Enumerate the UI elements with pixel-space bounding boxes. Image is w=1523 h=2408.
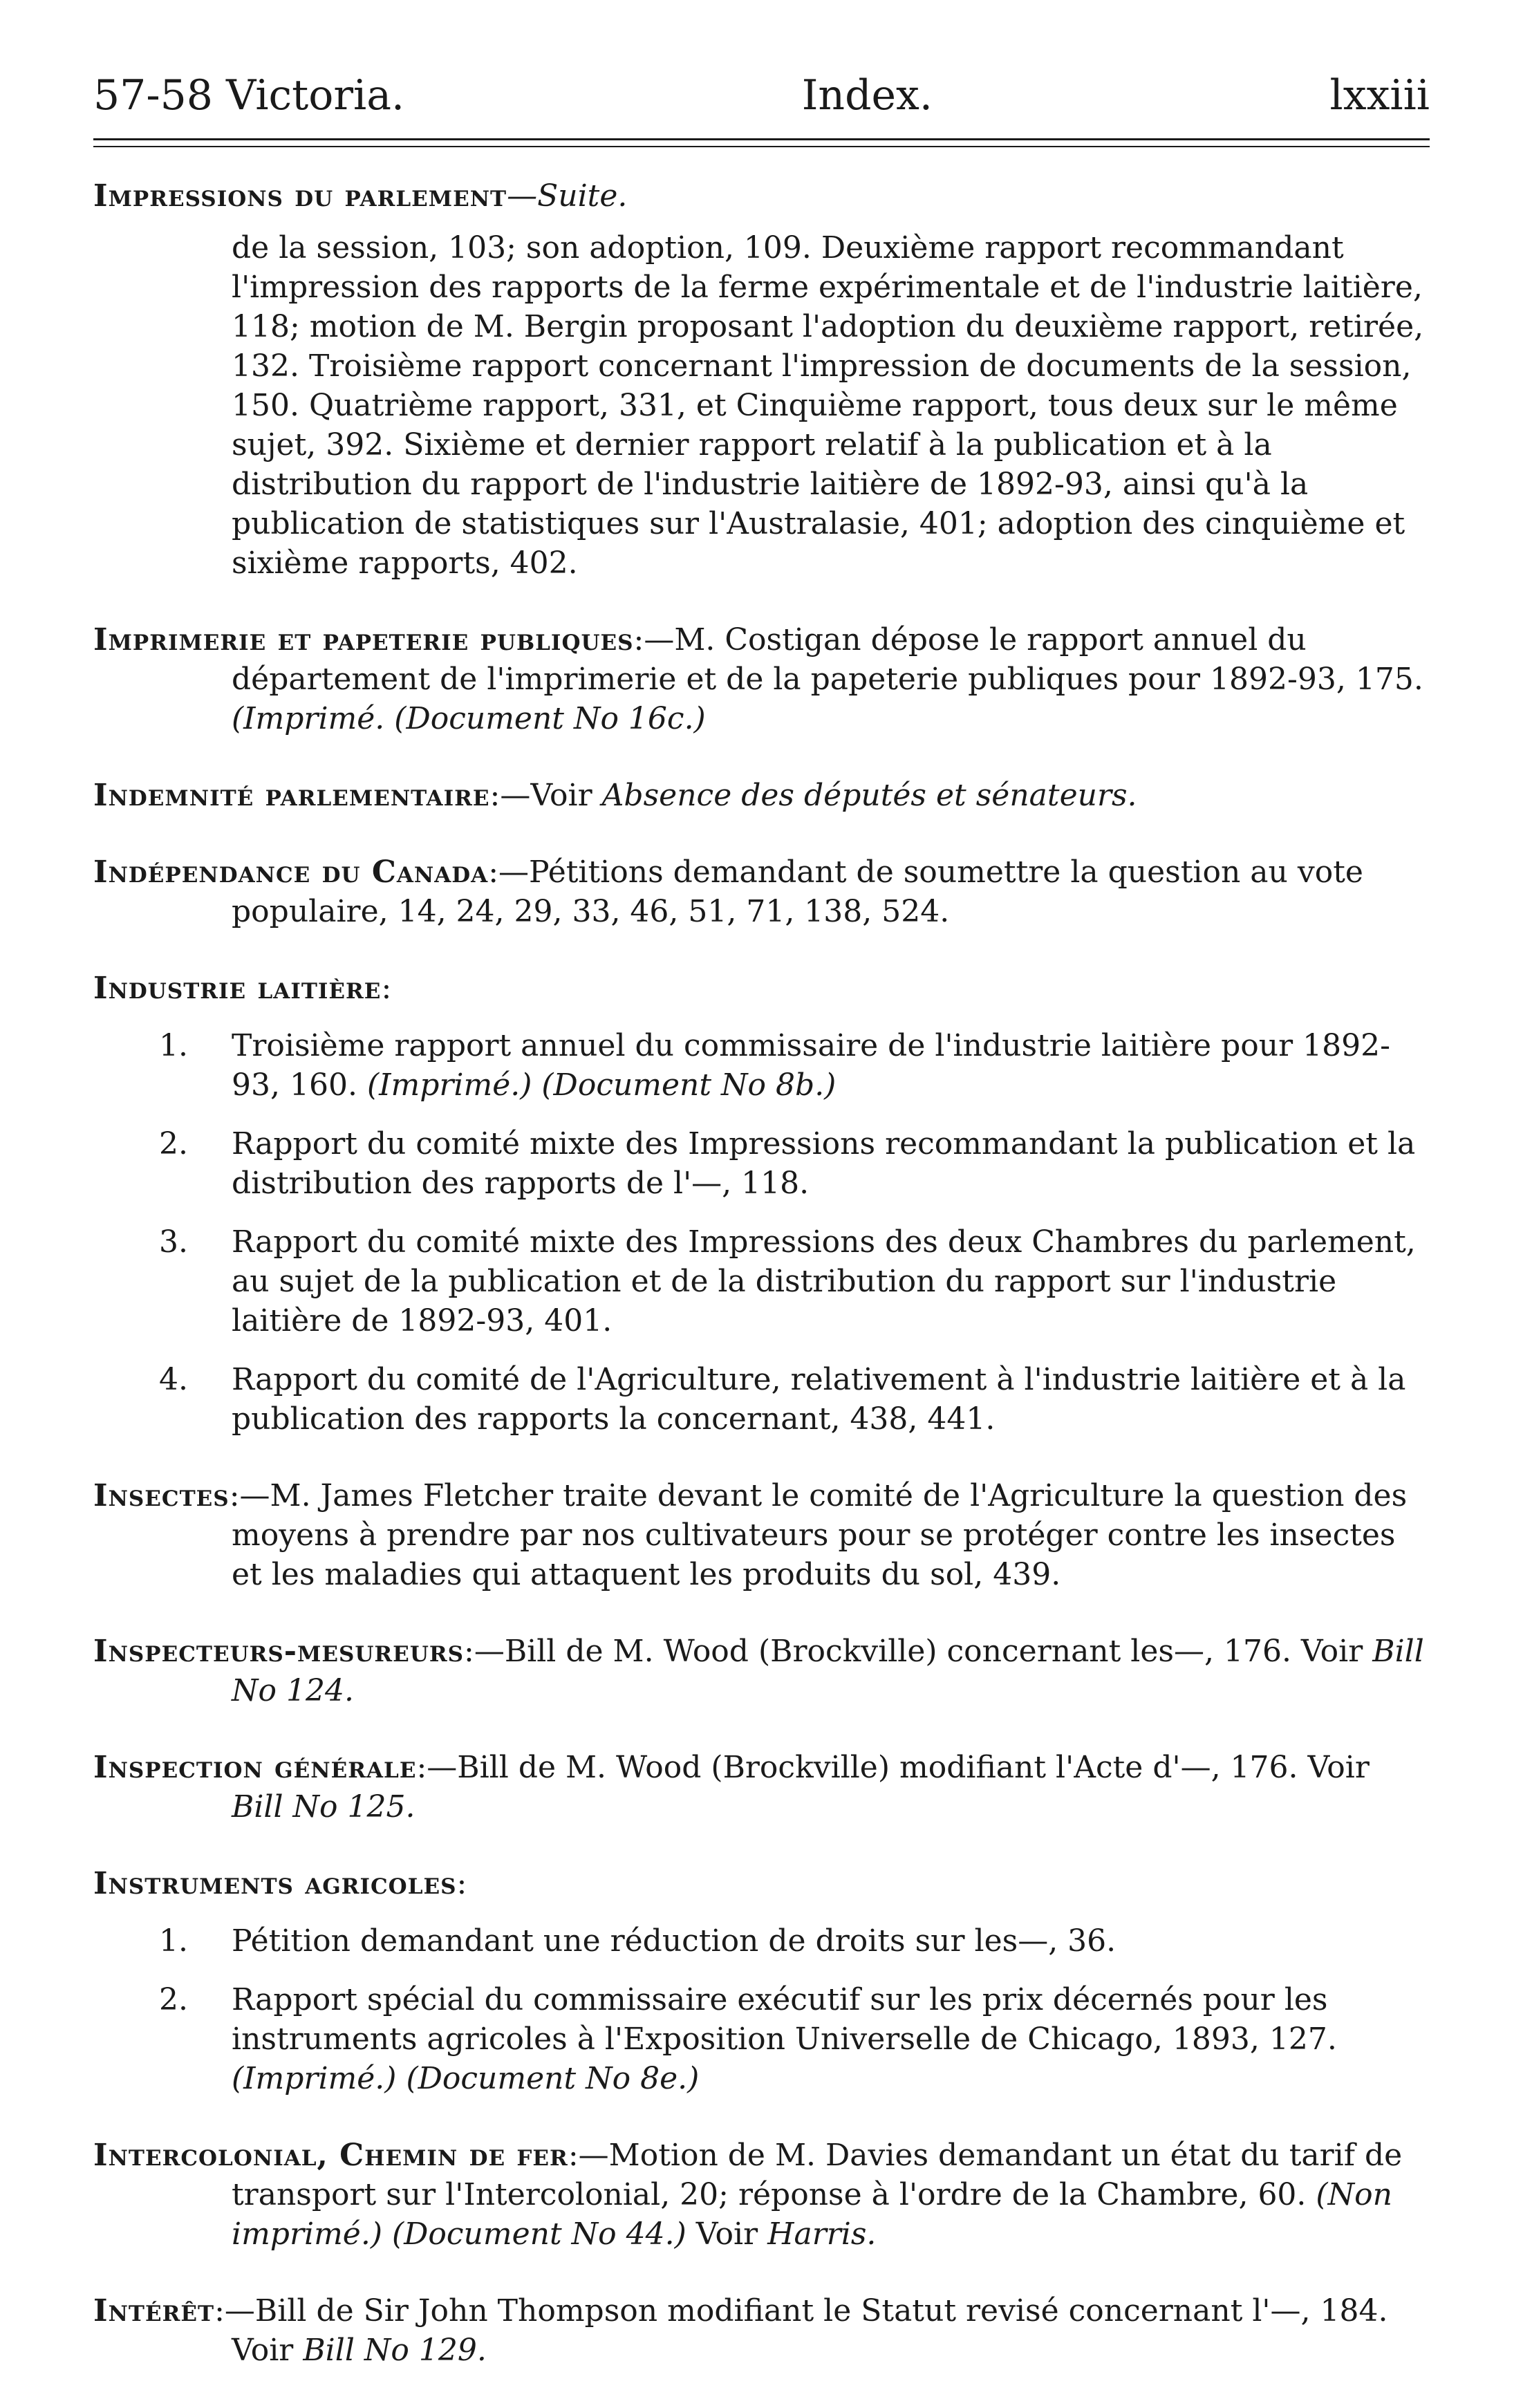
index-entry [93,2136,1430,2254]
header-rule [93,138,1430,140]
section-title: Index. [801,71,933,120]
header-rule-secondary [93,146,1430,147]
index-entry [93,852,1430,931]
list-item-reference: (Imprimé.) (Document No 8e.) [232,2061,700,2096]
running-header [93,69,1430,122]
entry-text: : [456,1866,467,1901]
entry-heading: Indépendance du Canada [93,855,489,890]
entry-heading: Impressions du parlement [93,178,507,214]
list-item [93,1124,1430,1203]
entry-see-also: Voir [695,2216,758,2252]
list-item-text: Rapport du comité de l'Agriculture, relativement à l'industrie laitière et à la publication des rapports la concernant, 438, 441. [232,1362,1406,1437]
list-item-text: Pétition demandant une réduction de droits sur les—, 36. [232,1923,1116,1959]
list-item [93,1921,1430,1961]
index-entry [93,776,1430,815]
list-item-text: Troisième rapport annuel du commissaire de l'industrie laitière pour 1892-93, 160. [232,1028,1390,1103]
entry-heading-line [93,1864,1430,1903]
entry-reference: Bill No 125. [232,1789,415,1824]
entry-continuation: —Suite. [507,178,628,214]
entry-reference: (Non imprimé.) (Document No 44.) [232,2177,1392,2252]
list-item-number: 4. [159,1362,188,1397]
list-item [93,1360,1430,1439]
entry-heading: Industrie laitière [93,971,382,1006]
entry-heading: Imprimerie et papeterie publiques [93,622,634,657]
entry-reference: Absence des députés et sénateurs. [601,778,1137,813]
list-item-text: Rapport du comité mixte des Impressions des deux Chambres du parlement, au sujet de la publication et de la distribution du rapport sur l'industrie laitière de 1892-93, 401. [232,1224,1416,1338]
index-entry [93,620,1430,738]
list-item-text: Rapport spécial du commissaire exécutif sur les prix décernés pour les instruments agricoles à l'Exposition Universelle de Chicago, 1893, 127. [232,1982,1337,2057]
index-entry [93,176,1430,583]
entry-text: :—Bill de Sir John Thompson modifiant le Statut revisé concernant l'—, 184. Voir [214,2293,1388,2368]
list-item [93,1026,1430,1105]
index-entry [93,1748,1430,1827]
index-body [93,176,1430,2370]
list-item-number: 1. [159,1923,188,1959]
list-item-number: 1. [159,1028,188,1063]
index-entry [93,969,1430,1439]
entry-reference: Bill No 129. [303,2333,487,2368]
entry-heading: Intercolonial, Chemin de fer [93,2138,568,2173]
volume-label: 57-58 Victoria. [93,71,405,120]
list-item-number: 2. [159,1982,188,2017]
list-item-number: 3. [159,1224,188,1260]
entry-heading: Insectes [93,1478,230,1513]
entry-text: :—M. Costigan dépose le rapport annuel du département de l'imprimerie et de la papeterie publiques pour 1892-93, 175. [232,622,1423,697]
entry-text: de la session, 103; son adoption, 109. Deuxième rapport recommandant l'impression des rapports de la ferme expérimentale et de l'industrie laitière, 118; motion de M. Bergin proposant l'adoption du deuxième rapport, retirée, 132. Troisième rapport concernant l'impression de documents de la session, 150. Quatrième rapport, 331, et Cinquième rapport, tous deux sur le même sujet, 392. Sixième et dernier rapport relatif à la publication et à la distribution du rapport de l'industrie laitière de 1892-93, ainsi qu'à la publication de statistiques sur l'Australasie, 401; adoption des cinquième et sixième rapports, 402. [232,230,1424,581]
entry-text: :—Bill de M. Wood (Brockville) modifiant l'Acte d'—, 176. Voir [416,1750,1370,1785]
entry-text: :—Voir [489,778,592,813]
entry-text: :—Bill de M. Wood (Brockville) concernant les—, 176. Voir [464,1634,1363,1669]
entry-heading-line [93,969,1430,1008]
entry-text: :—Pétitions demandant de soumettre la question au vote populaire, 14, 24, 29, 33, 46, 51, 71, 138, 524. [232,855,1363,929]
list-item-text: Rapport du comité mixte des Impressions recommandant la publication et la distribution des rapports de l'—, 118. [232,1126,1416,1201]
entry-heading: Inspection générale [93,1750,417,1785]
entry-text: :—Motion de M. Davies demandant un état du tarif de transport sur l'Intercolonial, 20; réponse à l'ordre de la Chambre, 60. [232,2138,1403,2212]
entry-sublist [93,1026,1430,1439]
entry-sublist [93,1921,1430,2098]
index-entry [93,1476,1430,1594]
index-entry [93,1864,1430,2098]
entry-heading: Instruments agricoles [93,1866,457,1901]
entry-reference: (Imprimé. (Document No 16c.) [232,701,706,736]
entry-heading: Intérêt [93,2293,215,2328]
entry-heading: Indemnité parlementaire [93,778,490,813]
list-item-reference: (Imprimé.) (Document No 8b.) [366,1067,837,1103]
list-item-number: 2. [159,1126,188,1161]
index-entry [93,1632,1430,1710]
entry-cross-reference: Harris. [767,2216,877,2252]
entry-text: :—M. James Fletcher traite devant le comité de l'Agriculture la question des moyens à prendre par nos cultivateurs pour se protéger contre les insectes et les maladies qui attaquent les produits du sol, 439. [229,1478,1408,1592]
entry-heading-line [93,176,1430,216]
entry-heading: Inspecteurs-mesureurs [93,1634,464,1669]
list-item [93,1980,1430,2098]
list-item [93,1222,1430,1341]
page-number: lxxiii [1329,71,1430,120]
entry-text: : [381,971,392,1006]
index-entry [93,2291,1430,2370]
entry-reference: Bill No 124. [232,1634,1424,1708]
